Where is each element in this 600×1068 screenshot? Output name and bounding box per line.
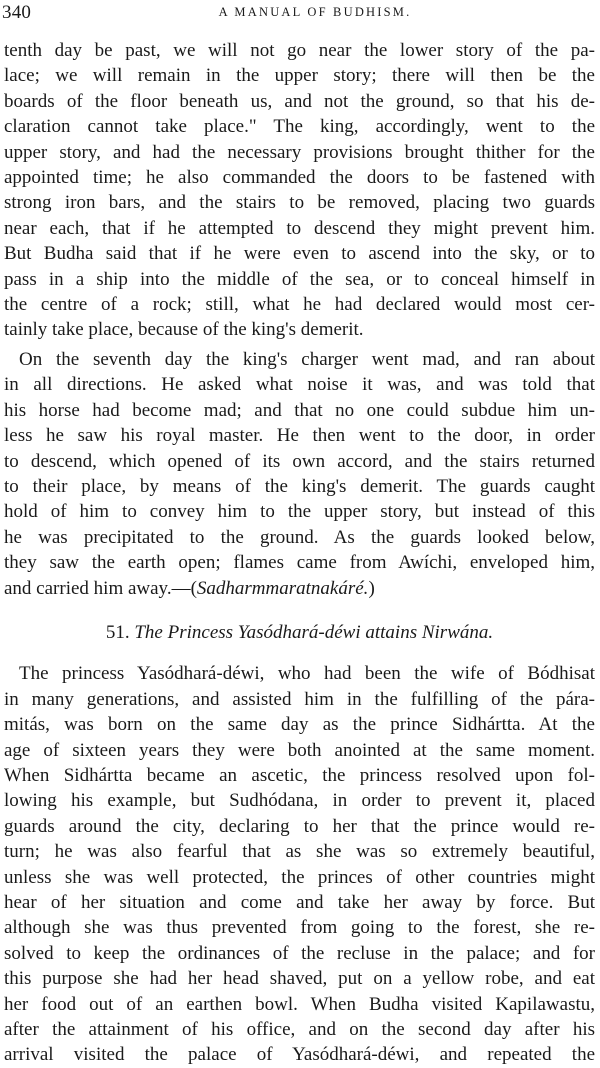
- text-line: lowing his example, but Sudhódana, in order to prevent it, placed: [4, 790, 595, 812]
- paragraph-2: [4, 347, 595, 601]
- running-title: A MANUAL OF BUDHISM.: [218, 5, 412, 19]
- paragraph-1: [4, 38, 595, 343]
- text-line: appointed time; he also commanded the doors to be fastened with: [4, 167, 595, 189]
- text-line: the centre of a rock; still, what he had declared would most cer-: [4, 294, 595, 316]
- final-line-text: and carried him away.—(: [4, 577, 197, 599]
- text-line: tainly take place, because of the king's demerit.: [4, 319, 364, 341]
- text-line: near each, that if he attempted to descend they might prevent him.: [4, 217, 595, 239]
- text-line: he was precipitated to the ground. As the guards looked below,: [4, 526, 595, 548]
- text-line: to descend, which opened of its own accord, and the stairs returned: [4, 450, 595, 472]
- text-line: to their place, by means of the king's demerit. The guards caught: [4, 475, 595, 497]
- body-text: [4, 38, 595, 1068]
- citation-close: ): [368, 577, 375, 599]
- text-line: in all directions. He asked what noise it was, and was told that: [4, 374, 595, 396]
- text-line: hold of him to convey him to the upper story, but instead of this: [4, 501, 595, 523]
- text-line: in many generations, and assisted him in the fulfilling of the pára-: [4, 688, 595, 710]
- section-heading: [4, 620, 595, 645]
- text-line: When Sidhártta became an ascetic, the princess resolved upon fol-: [4, 764, 595, 786]
- text-line: they saw the earth open; flames came from Awíchi, enveloped him,: [4, 552, 595, 574]
- text-line: boards of the floor beneath us, and not the ground, so that his de-: [4, 90, 595, 112]
- page-number: 340: [2, 2, 32, 23]
- text-line: On the seventh day the king's charger went mad, and ran about: [19, 348, 595, 370]
- text-line: turn; he was also fearful that as she was so extremely beautiful,: [4, 841, 595, 863]
- text-line: this purpose she had her head shaved, put on a yellow robe, and eat: [4, 968, 595, 990]
- section-number: 51.: [105, 621, 130, 643]
- citation: Sadharmmaratnakáré.: [196, 577, 369, 599]
- text-line: hear of her situation and come and take her away by force. But: [4, 892, 595, 913]
- text-line: his horse had become mad; and that no one could subdue him un-: [4, 399, 595, 421]
- text-line: mitás, was born on the same day as the prince Sidhártta. At the: [4, 714, 595, 736]
- text-line: guards around the city, declaring to her that the prince would re-: [4, 815, 595, 837]
- text-line: claration cannot take place." The king, accordingly, went to the: [4, 116, 595, 138]
- text-line: But Budha said that if he were even to ascend into the sky, or to: [4, 243, 595, 265]
- page-header: [0, 2, 600, 26]
- text-line: upper story, and had the necessary provisions brought thither for the: [4, 141, 595, 163]
- text-line: pass in a ship into the middle of the sea, or to conceal himself in: [4, 268, 595, 290]
- text-line: tenth day be past, we will not go near the lower story of the pa-: [4, 40, 595, 61]
- text-line: arrival visited the palace of Yasódhará-déwi, and repeated the: [4, 1044, 595, 1066]
- text-line: lace; we will remain in the upper story; there will then be the: [4, 65, 595, 87]
- text-line: age of sixteen years they were both anointed at the same moment.: [4, 739, 595, 761]
- text-line: after the attainment of his office, and on the second day after his: [4, 1019, 595, 1041]
- text-line: less he saw his royal master. He then went to the door, in order: [4, 425, 595, 447]
- text-line: strong iron bars, and the stairs to be removed, placing two guards: [4, 192, 595, 214]
- text-line: although she was thus prevented from going to the forest, she re-: [4, 917, 595, 939]
- text-line: her food out of an earthen bowl. When Budha visited Kapilawastu,: [4, 993, 595, 1015]
- section-title: The Princess Yasódhará-déwi attains Nirwána.: [134, 621, 494, 643]
- text-line: solved to keep the ordinances of the recluse in the palace; and for: [4, 942, 595, 964]
- text-line: The princess Yasódhará-déwi, who had been the wife of Bódhisat: [19, 663, 595, 685]
- text-line-final: [4, 576, 595, 601]
- paragraph-3: [4, 661, 595, 1068]
- text-line: unless she was well protected, the princes of other countries might: [4, 866, 595, 888]
